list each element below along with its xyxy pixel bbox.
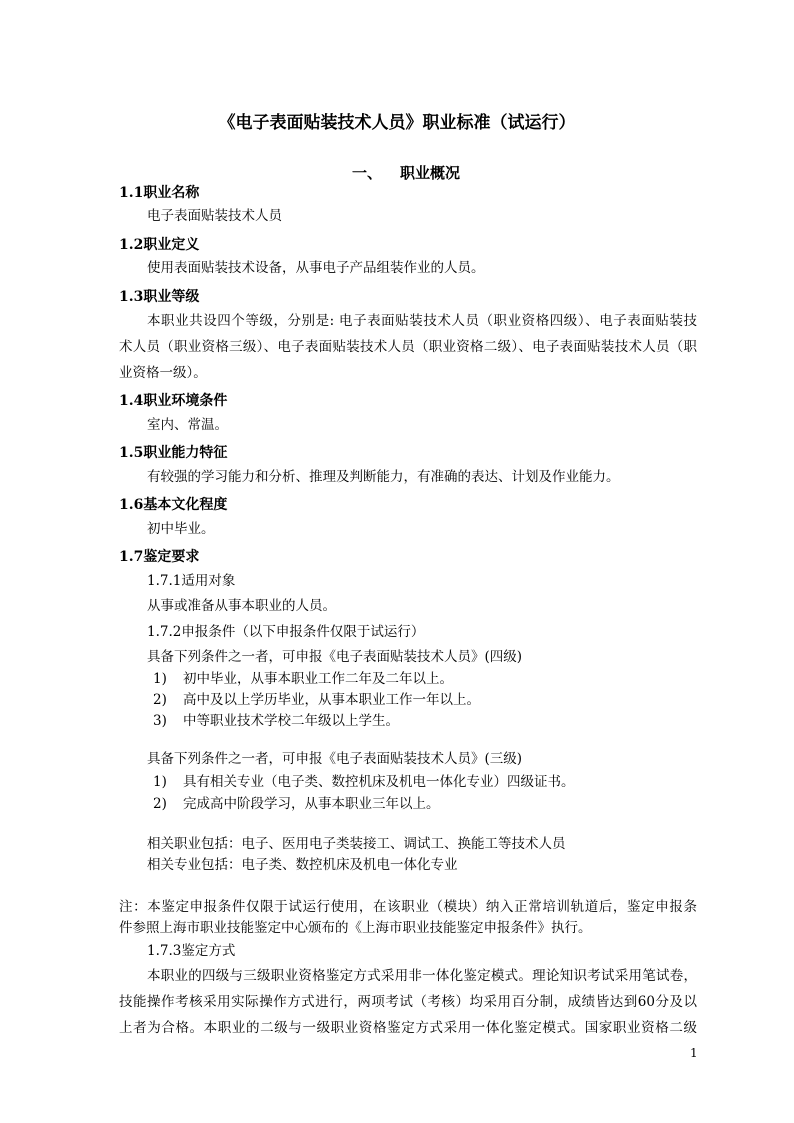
list-item-text: 高中及以上学历毕业，从事本职业工作一年以上。 bbox=[183, 692, 480, 708]
list-item-text: 初中毕业，从事本职业工作二年及二年以上。 bbox=[183, 671, 453, 687]
level-4-conditions-intro: 具备下列条件之一者，可申报《电子表面贴装技术人员》(四级) bbox=[147, 649, 523, 665]
paragraph-1-2: 使用表面贴装技术设备，从事电子产品组装作业的人员。 bbox=[147, 260, 485, 276]
section-heading bbox=[352, 162, 460, 183]
section-label: 职业概况 bbox=[400, 164, 461, 182]
paragraph-1-3-line-2: 术人员（职业资格三级）、电子表面贴装技术人员（职业资格二级）、电子表面贴装技术人员（职 bbox=[119, 339, 697, 355]
list-item bbox=[153, 776, 575, 790]
heading-1-2: 1.2职业定义 bbox=[119, 237, 200, 253]
paragraph-1-5: 有较强的学习能力和分析、推理及判断能力，有准确的表达、计划及作业能力。 bbox=[147, 469, 620, 485]
related-majors: 相关专业包括：电子类、数控机床及机电一体化专业 bbox=[147, 857, 458, 873]
list-item-number: 1) bbox=[153, 774, 167, 790]
list-item-number: 2) bbox=[153, 692, 167, 708]
list-item bbox=[153, 715, 399, 729]
document-title: 《电子表面贴装技术人员》职业标准（试运行） bbox=[218, 113, 576, 133]
list-item bbox=[153, 798, 440, 812]
related-jobs: 相关职业包括：电子、医用电子类装接工、调试工、换能工等技术人员 bbox=[147, 836, 566, 852]
paragraph-1-3-line-1: 本职业共设四个等级，分别是: 电子表面贴装技术人员（职业资格四级）、电子表面贴装技 bbox=[147, 313, 697, 329]
list-item-number: 3) bbox=[153, 713, 167, 729]
heading-1-7-3: 1.7.3鉴定方式 bbox=[147, 943, 236, 959]
heading-1-4: 1.4职业环境条件 bbox=[119, 393, 228, 409]
heading-1-7-2: 1.7.2申报条件（以下申报条件仅限于试运行） bbox=[147, 624, 425, 640]
paragraph-1-7-1: 从事或准备从事本职业的人员。 bbox=[147, 598, 336, 614]
heading-1-6: 1.6基本文化程度 bbox=[119, 497, 228, 513]
list-item-number: 2) bbox=[153, 796, 167, 812]
page-number: 1 bbox=[690, 1046, 698, 1060]
list-item-text: 中等职业技术学校二年级以上学生。 bbox=[183, 713, 399, 729]
list-item bbox=[153, 694, 480, 708]
paragraph-1-7-3-line-1: 本职业的四级与三级职业资格鉴定方式采用非一体化鉴定模式。理论知识考试采用笔试卷， bbox=[147, 968, 697, 984]
heading-1-7: 1.7鉴定要求 bbox=[119, 549, 200, 565]
heading-1-3: 1.3职业等级 bbox=[119, 289, 200, 305]
heading-1-7-1: 1.7.1适用对象 bbox=[147, 573, 236, 589]
note-line-1: 注：本鉴定申报条件仅限于试运行使用，在该职业（模块）纳入正常培训轨道后，鉴定申报条 bbox=[119, 899, 697, 915]
section-number: 一、 bbox=[352, 164, 383, 182]
paragraph-1-7-3-line-2: 技能操作考核采用实际操作方式进行，两项考试（考核）均采用百分制，成绩皆达到60分及以 bbox=[119, 994, 697, 1010]
paragraph-1-3-line-3: 业资格一级）。 bbox=[119, 365, 207, 381]
list-item bbox=[153, 673, 453, 687]
list-item-text: 完成高中阶段学习，从事本职业三年以上。 bbox=[183, 796, 440, 812]
level-3-conditions-intro: 具备下列条件之一者，可申报《电子表面贴装技术人员》(三级) bbox=[147, 751, 523, 767]
list-item-number: 1) bbox=[153, 671, 167, 687]
list-item-text: 具有相关专业（电子类、数控机床及机电一体化专业）四级证书。 bbox=[183, 774, 575, 790]
heading-1-1: 1.1职业名称 bbox=[119, 185, 200, 201]
paragraph-1-1: 电子表面贴装技术人员 bbox=[147, 208, 282, 224]
paragraph-1-6: 初中毕业。 bbox=[147, 521, 215, 537]
paragraph-1-7-3-line-3: 上者为合格。本职业的二级与一级职业资格鉴定方式采用一体化鉴定模式。国家职业资格二级 bbox=[119, 1020, 697, 1036]
note-line-2: 件参照上海市职业技能鉴定中心颁布的《上海市职业技能鉴定申报条件》执行。 bbox=[119, 920, 592, 936]
heading-1-5: 1.5职业能力特征 bbox=[119, 445, 228, 461]
paragraph-1-4: 室内、常温。 bbox=[147, 417, 228, 433]
